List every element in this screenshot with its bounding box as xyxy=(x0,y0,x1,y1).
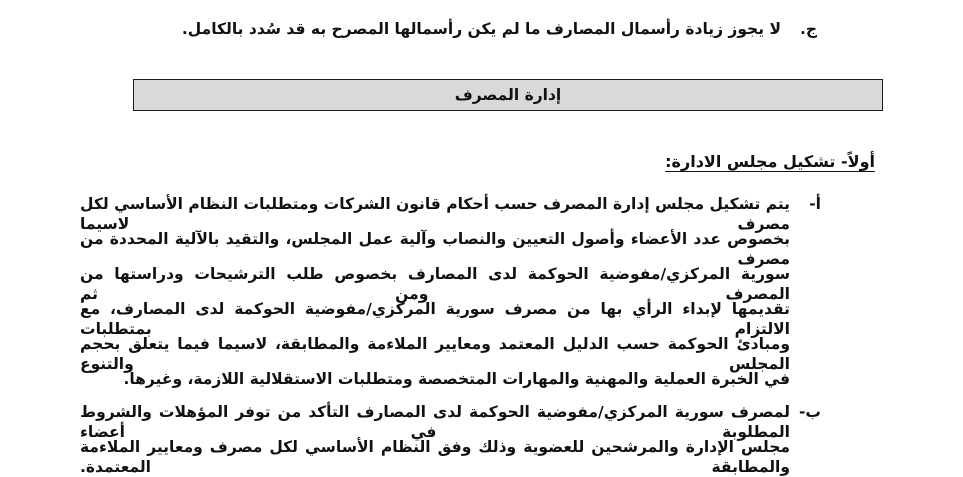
item-a-line-4: تقديمها لإبداء الرأي بها من مصرف سورية المركزي/مفوضية الحوكمة لدى المصارف، مع الالتزام بمتطلبات xyxy=(80,300,790,338)
item-c-marker: ج. xyxy=(799,20,817,38)
item-a-line-6: في الخبرة العملية والمهنية والمهارات المتخصصة ومتطلبات الاستقلالية اللازمة، وغيرها. xyxy=(123,370,790,388)
item-a-line-3: سورية المركزي/مفوضية الحوكمة لدى المصارف بخصوص طلب الترشيحات ودراستها من المصرف ومن ثم xyxy=(80,265,790,303)
item-a-line-1: يتم تشكيل مجلس إدارة المصرف حسب أحكام قانون الشركات ومتطلبات النظام الأساسي لكل مصرف لاسيما xyxy=(80,195,790,233)
subheading-board-formation: أولاً- تشكيل مجلس الادارة: xyxy=(665,152,875,171)
item-c-text: لا يجوز زيادة رأسمال المصارف ما لم يكن رأسمالها المصرح به قد سُدد بالكامل. xyxy=(181,20,781,38)
item-a-marker: أ- xyxy=(809,195,821,213)
item-b-line-1: لمصرف سورية المركزي/مفوضية الحوكمة لدى المصارف التأكد من توفر المؤهلات والشروط المطلوبة في أعضاء xyxy=(80,403,790,441)
item-b-line-2: مجلس الإدارة والمرشحين للعضوية وذلك وفق النظام الأساسي لكل مصرف ومعايير الملاءمة والمطابقة المعتمدة. xyxy=(80,438,790,476)
section-title-box xyxy=(133,79,883,111)
item-b-marker: ب- xyxy=(798,403,821,421)
item-a-line-5: ومبادئ الحوكمة حسب الدليل المعتمد ومعايير الملاءمة والمطابقة، لاسيما فيما يتعلق بحجم المجلس والتنوع xyxy=(80,335,790,373)
section-title: إدارة المصرف xyxy=(454,86,562,104)
item-a-line-2: بخصوص عدد الأعضاء وأصول التعيين والنصاب وآلية عمل المجلس، والتقيد بالآلية المحددة من مصرف xyxy=(80,230,790,268)
